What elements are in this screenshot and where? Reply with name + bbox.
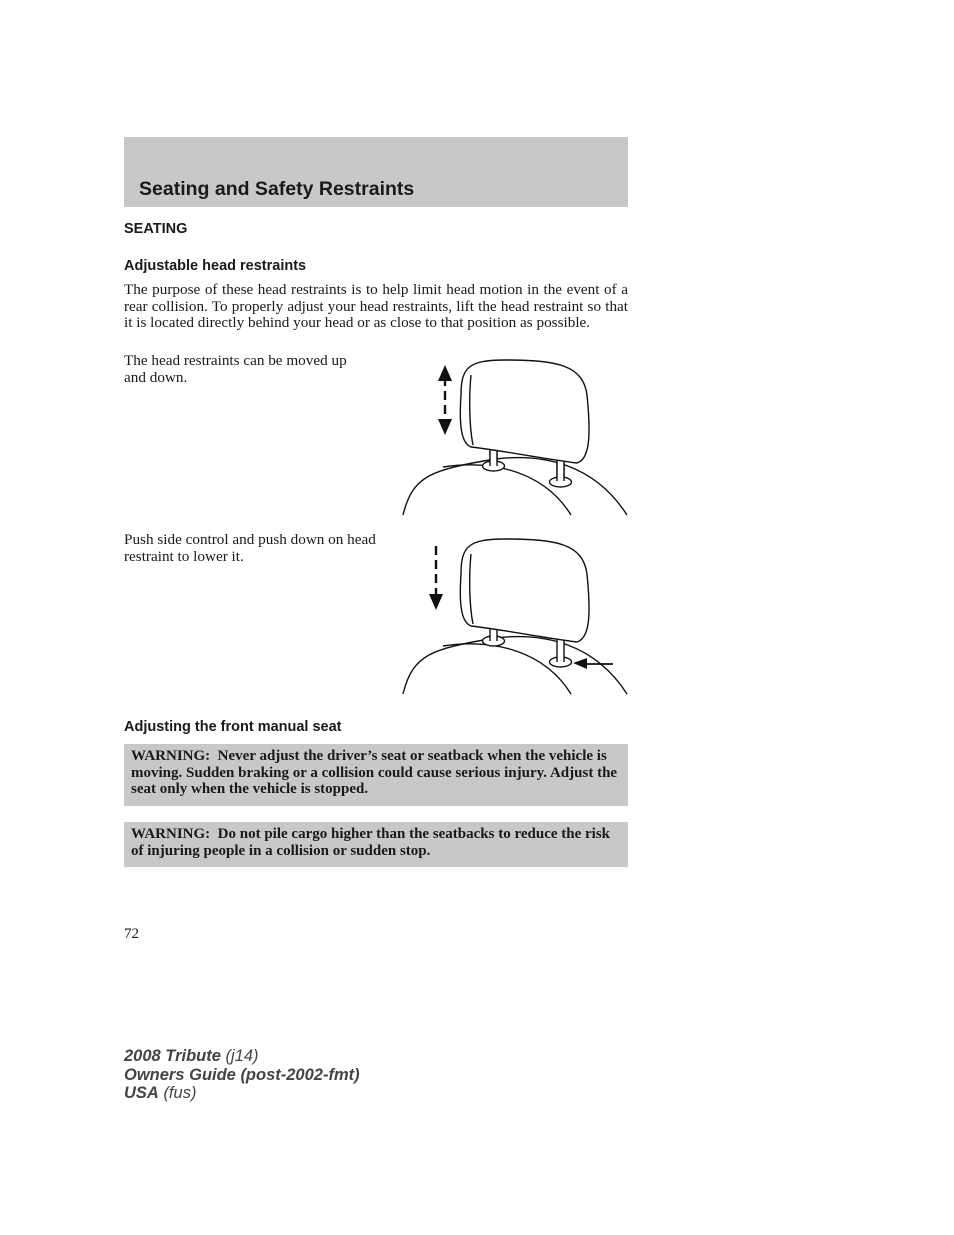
section-heading: SEATING [124, 221, 188, 237]
down-arrow-icon [429, 546, 443, 610]
warning-box-1 [124, 744, 628, 806]
side-control-arrow-icon [573, 658, 613, 669]
footer-market: USA [124, 1084, 159, 1102]
subsection-heading-head-restraints: Adjustable head restraints [124, 258, 307, 274]
intro-paragraph: The purpose of these head restraints is to help limit head motion in the event of a rear collision. To properly adjust your head restraints, lift the head restraint so that it is located directly behind your head or as close to that position as possible. [124, 281, 628, 332]
warning-label: WARNING: [131, 826, 211, 842]
head-restraint-figure-1 [395, 355, 630, 520]
warning-text: Do not pile cargo higher than the seatbacks to reduce the risk of injuring people in a collision or sudden stop. [131, 826, 611, 859]
page-number: 72 [124, 926, 139, 942]
warning-text: Never adjust the driver’s seat or seatback when the vehicle is moving. Sudden braking or a collision could cause serious injury. Adjust the seat only when the vehicle is stopped. [131, 748, 618, 798]
footer-market-code: (fus) [163, 1084, 197, 1102]
page-title: Seating and Safety Restraints [139, 178, 415, 200]
head-restraint-figure-2 [395, 534, 630, 699]
warning-label: WARNING: [131, 748, 211, 764]
subsection-heading-front-seat: Adjusting the front manual seat [124, 719, 342, 735]
figure2-caption: Push side control and push down on head restraint to lower it. [124, 531, 376, 565]
warning-box-2 [124, 822, 628, 867]
figure1-caption: The head restraints can be moved up and down. [124, 352, 347, 386]
footer-model-code: (j14) [225, 1047, 259, 1065]
up-down-arrow-icon [438, 365, 452, 435]
footer [124, 1047, 360, 1103]
footer-guide: Owners Guide (post-2002-fmt) [124, 1065, 360, 1084]
footer-model: 2008 Tribute [124, 1047, 221, 1065]
